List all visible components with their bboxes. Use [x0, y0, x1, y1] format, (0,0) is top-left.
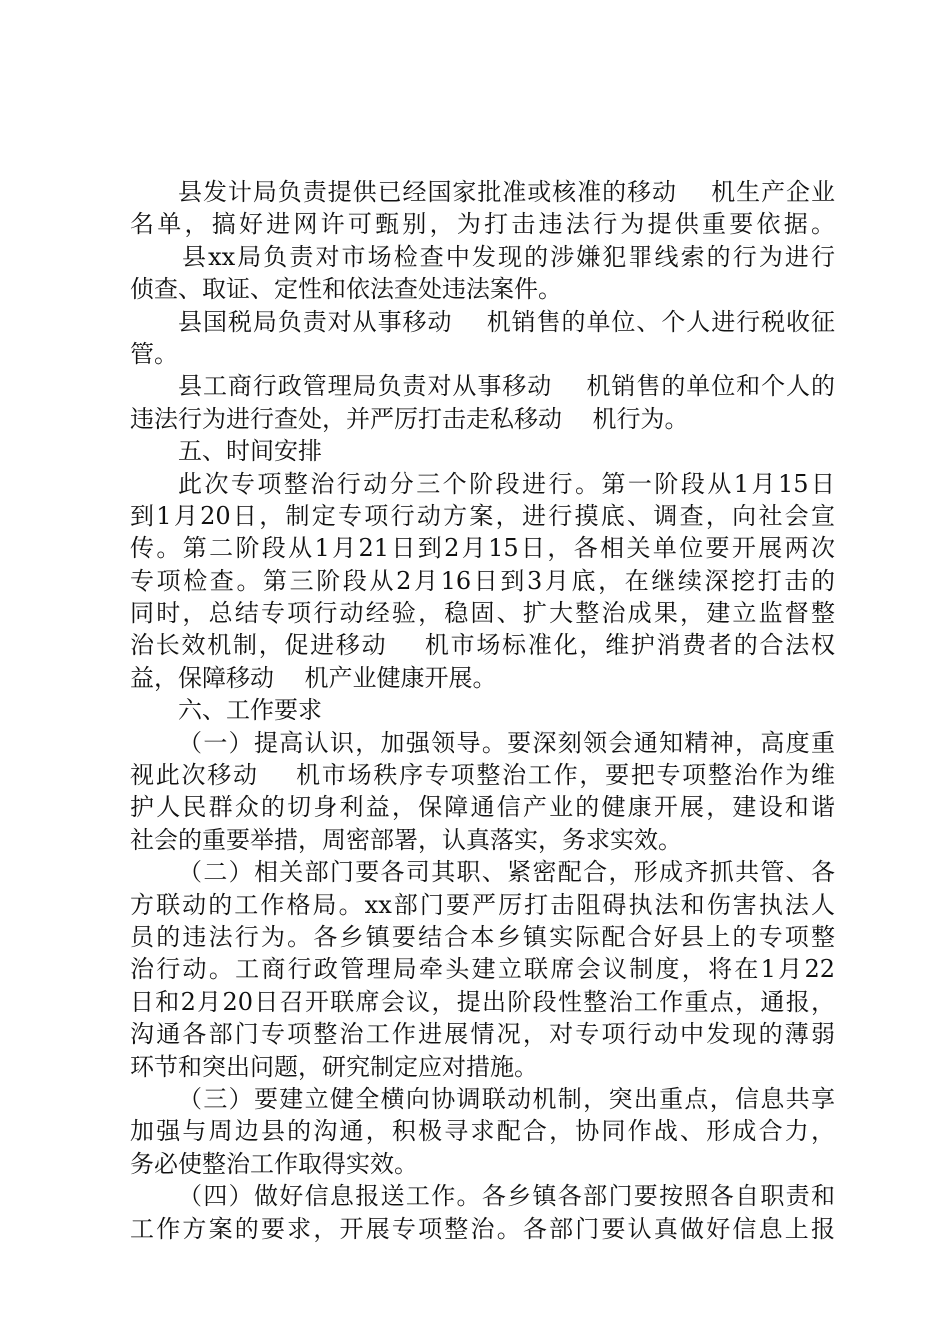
text-line: 沟通各部门专项整治工作进展情况，对专项行动中发现的薄弱	[130, 1020, 835, 1049]
text-line: 县发计局负责提供已经国家批准或核准的移动 机生产企业	[178, 178, 835, 206]
text-line: 名单，搞好进网许可甄别，为打击违法行为提供重要依据。	[130, 210, 835, 239]
text-line: 治行动。工商行政管理局牵头建立联席会议制度，将在1月22	[130, 955, 835, 984]
text-line: 社会的重要举措，周密部署，认真落实，务求实效。	[130, 825, 682, 854]
text-line: 务必使整治工作取得实效。	[130, 1149, 418, 1178]
text-line: 护人民群众的切身利益，保障通信产业的健康开展，建设和谐	[130, 793, 835, 822]
text-line: 到1月20日，制定专项行动方案，进行摸底、调查，向社会宣	[130, 501, 835, 530]
text-line: 日和2月20日召开联席会议，提出阶段性整治工作重点，通报，	[130, 987, 835, 1016]
text-line: 此次专项整治行动分三个阶段进行。第一阶段从1月15日	[178, 469, 835, 498]
section-heading: 五、时间安排	[178, 437, 322, 466]
text-line: 县工商行政管理局负责对从事移动 机销售的单位和个人的	[178, 372, 835, 401]
section-heading: 六、工作要求	[178, 696, 322, 725]
text-line: 违法行为进行查处，并严厉打击走私移动 机行为。	[130, 404, 689, 433]
text-line: 益，保障移动 机产业健康开展。	[130, 663, 497, 692]
text-line: 工作方案的要求，开展专项整治。各部门要认真做好信息上报	[130, 1214, 835, 1243]
text-line: 方联动的工作格局。xx部门要严厉打击阻碍执法和伤害执法人	[130, 890, 835, 919]
text-line: 治长效机制，促进移动 机市场标准化，维护消费者的合法权	[130, 631, 835, 660]
text-line: （二）相关部门要各司其职、紧密配合，形成齐抓共管、各	[178, 858, 835, 887]
text-line: 侦查、取证、定性和依法查处违法案件。	[130, 275, 562, 304]
text-line: 县xx局负责对市场检查中发现的涉嫌犯罪线索的行为进行	[182, 242, 835, 271]
text-line: 同时，总结专项行动经验，稳固、扩大整治成果，建立监督整	[130, 599, 835, 628]
text-line: 加强与周边县的沟通，积极寻求配合，协同作战、形成合力，	[130, 1117, 835, 1146]
document-body	[130, 176, 835, 1245]
text-line: 县国税局负责对从事移动 机销售的单位、个人进行税收征	[178, 307, 835, 336]
text-line: 管。	[130, 339, 178, 368]
text-line: 视此次移动 机市场秩序专项整治工作，要把专项整治作为维	[130, 761, 835, 790]
text-line: 专项检查。第三阶段从2月16日到3月底，在继续深挖打击的	[130, 566, 835, 595]
text-line: （三）要建立健全横向协调联动机制，突出重点，信息共享	[178, 1084, 835, 1113]
text-line: （四）做好信息报送工作。各乡镇各部门要按照各自职责和	[178, 1182, 835, 1211]
text-line: 员的违法行为。各乡镇要结合本乡镇实际配合好县上的专项整	[130, 922, 835, 951]
text-line: 传。第二阶段从1月21日到2月15日，各相关单位要开展两次	[130, 534, 835, 563]
text-line: （一）提高认识，加强领导。要深刻领会通知精神，高度重	[178, 728, 835, 757]
text-line: 环节和突出问题，研究制定应对措施。	[130, 1052, 538, 1081]
